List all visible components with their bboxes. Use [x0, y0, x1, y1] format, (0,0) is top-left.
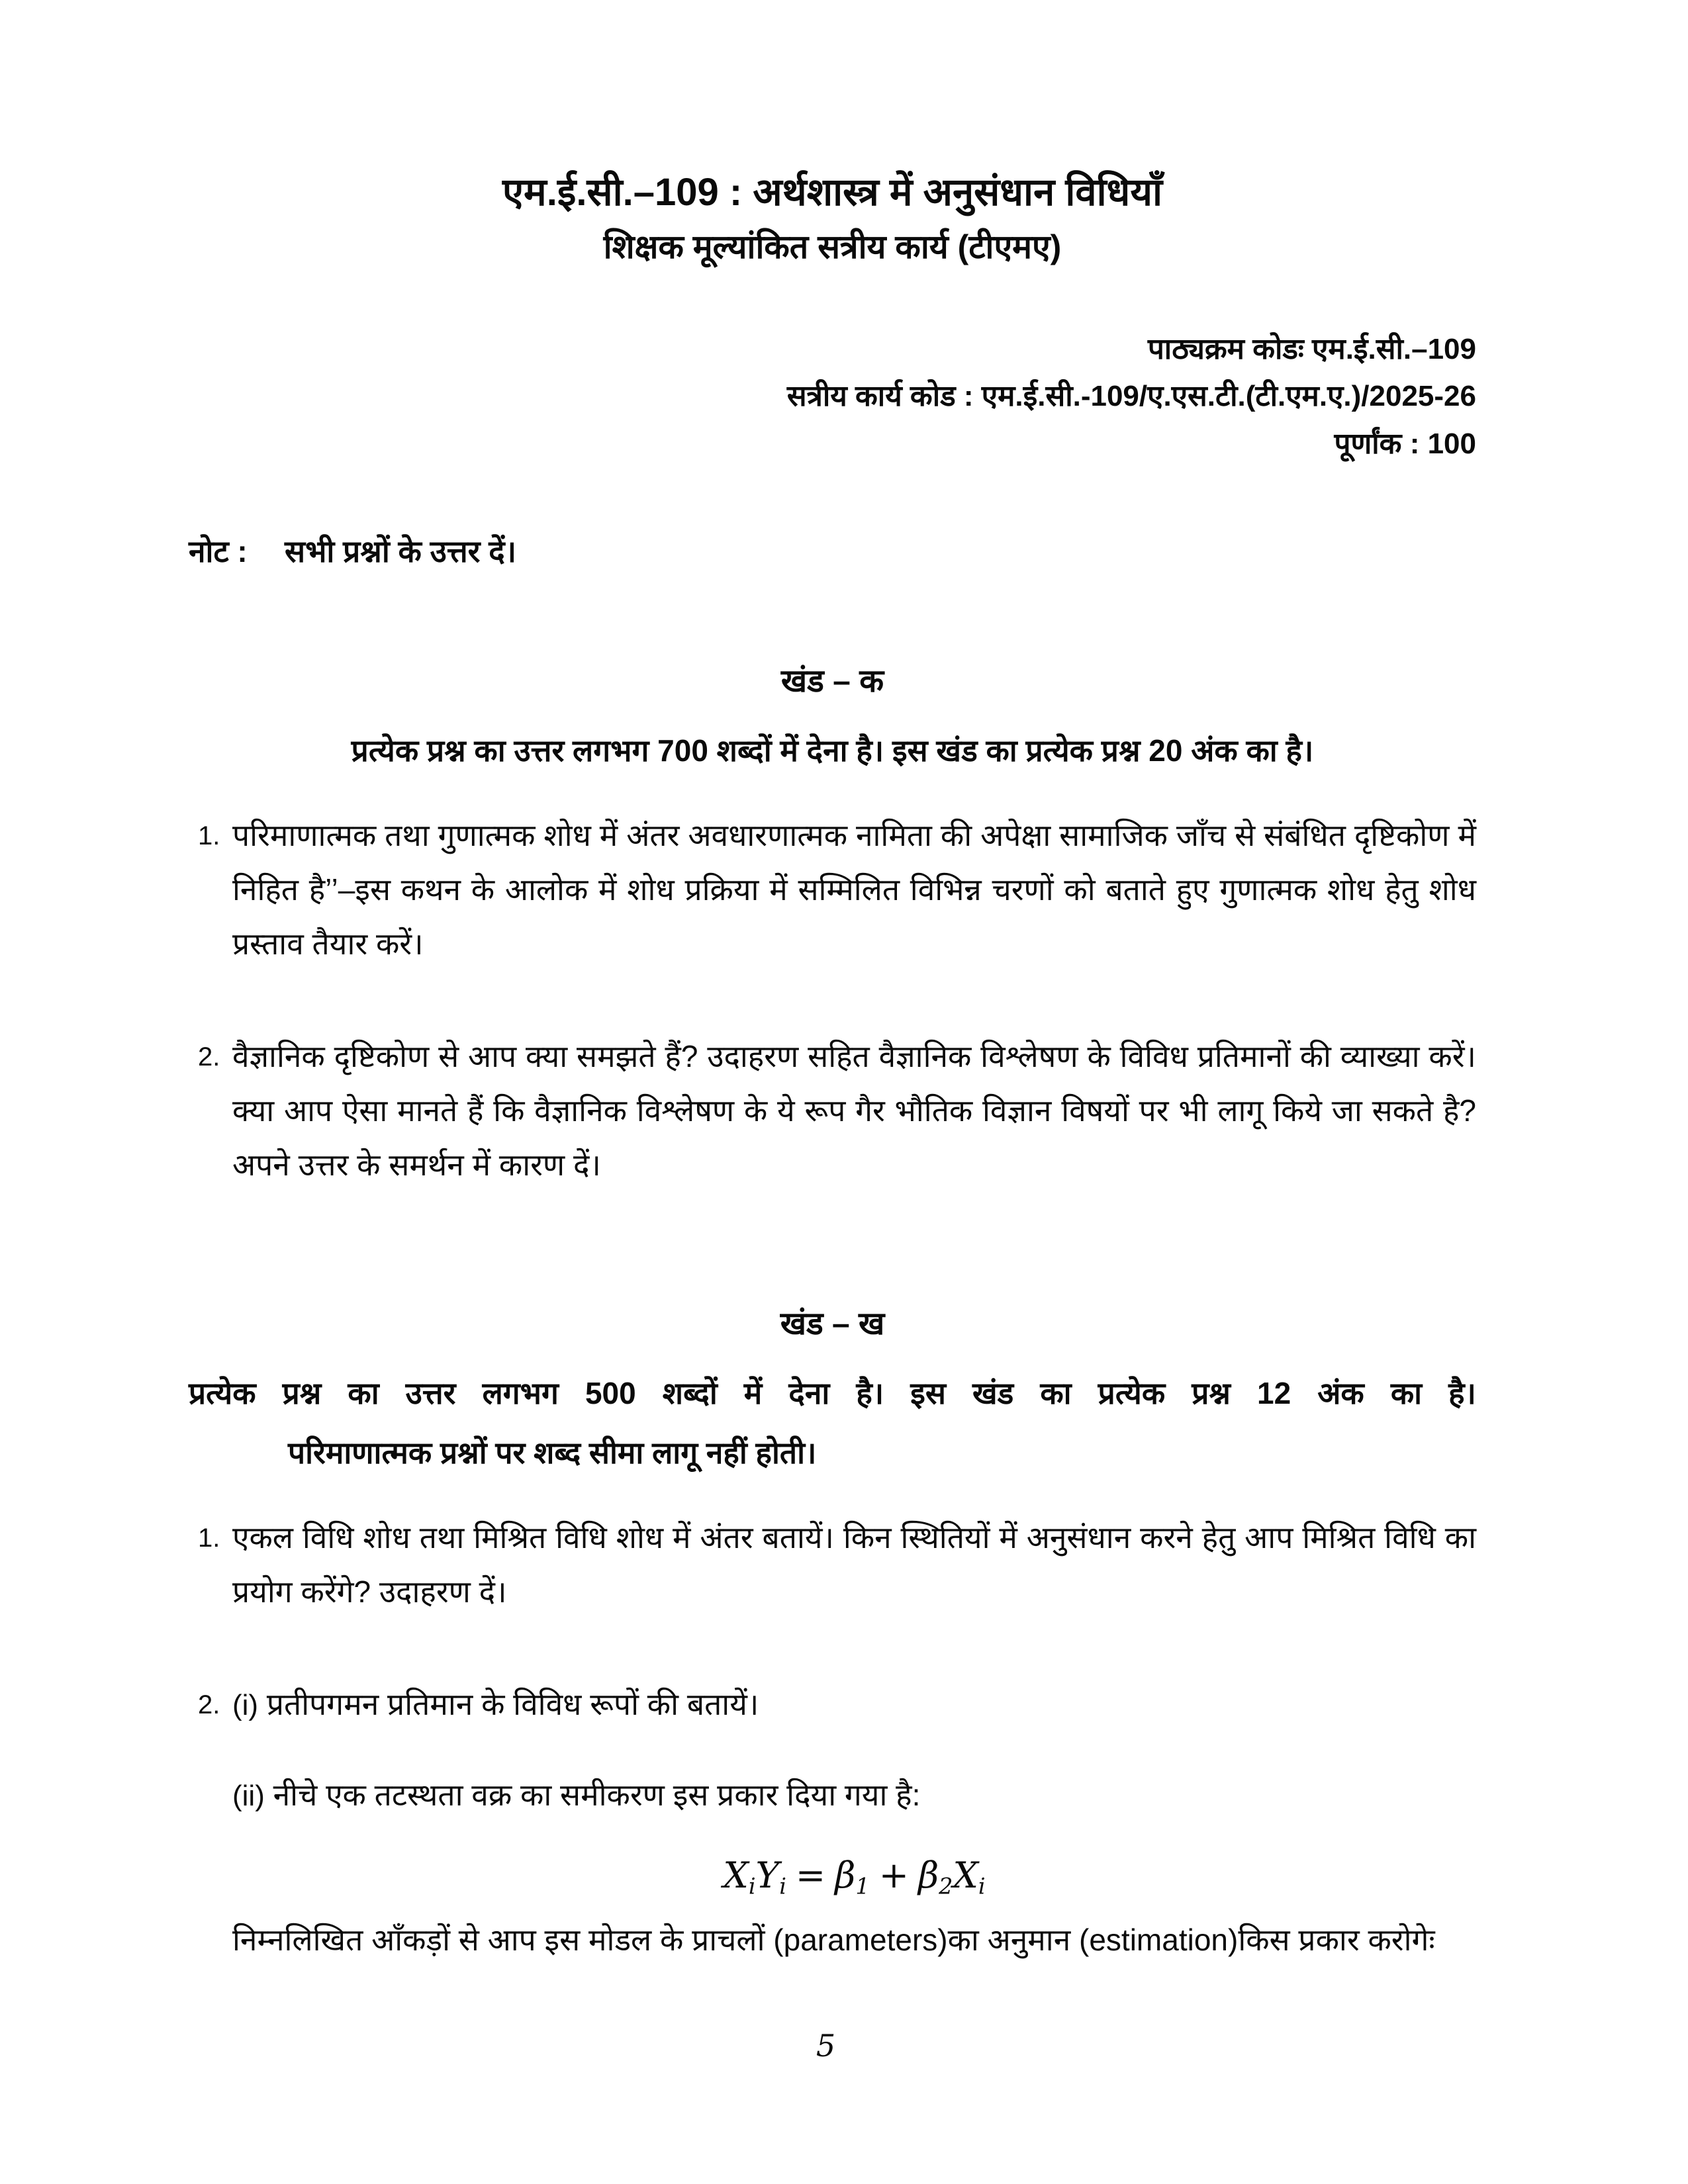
- equation-var: Y: [755, 1854, 780, 1896]
- section-b-question-1: [189, 1511, 1476, 1619]
- question-part-i: [232, 1678, 1476, 1732]
- question-body: [232, 1678, 1476, 1968]
- section-a-question-1: [189, 809, 1476, 972]
- equation-subscript: 2: [939, 1873, 953, 1899]
- question-text: वैज्ञानिक दृष्टिकोण से आप क्या समझते हैं? उदाहरण सहित वैज्ञानिक विश्लेषण के विविध प्रतिमानों की व्याख्या करें। क्या आप ऐसा मानते हैं कि वैज्ञानिक विश्लेषण के ये रूप गैर भौतिक विज्ञान विषयों पर भी लागू किये जा सकते है? अपने उत्तर के समर्थन में कारण दें।: [232, 1038, 1476, 1182]
- part-i-label: (i): [232, 1689, 259, 1722]
- equation-subscript: i: [978, 1873, 986, 1899]
- equation-var: X: [953, 1854, 978, 1896]
- page-subtitle: शिक्षक मूल्यांकित सत्रीय कार्य (टीएमए): [603, 228, 1062, 265]
- part-ii-text: नीचे एक तटस्थता वक्र का समीकरण इस प्रकार दिया गया है:: [273, 1778, 921, 1813]
- section-b-heading: खंड – ख: [780, 1306, 885, 1342]
- equation-subscript: i: [779, 1873, 786, 1899]
- note-text: सभी प्रश्नों के उत्तर दें।: [285, 533, 517, 569]
- question-part-ii: [232, 1768, 1476, 1823]
- document-content: [0, 169, 1688, 1968]
- assignment-code: सत्रीय कार्य कोड : एम.ई.सी.-109/ए.एस.टी.(टी.एम.ए.)/2025-26: [786, 380, 1476, 413]
- course-code: पाठ्यक्रम कोडः एम.ई.सी.–109: [1147, 333, 1476, 365]
- question-number: 1.: [198, 821, 220, 851]
- section-b-instruction-line2: परिमाणात्मक प्रश्नों पर शब्द सीमा लागू नहीं होती।: [288, 1435, 817, 1471]
- equation-subscript: i: [748, 1873, 756, 1899]
- page-number: 5: [816, 2028, 836, 2064]
- note-row: [189, 530, 1476, 572]
- question-number: 2.: [198, 1042, 220, 1071]
- question-text: एकल विधि शोध तथा मिश्रित विधि शोध में अंतर बतायें। किन स्थितियों में अनुसंधान करने हेतु आप मिश्रित विधि का प्रयोग करेंगे? उदाहरण दें।: [232, 1520, 1476, 1610]
- equation-var: β: [835, 1854, 856, 1896]
- plus-sign: +: [878, 1854, 909, 1896]
- section-a-question-2: [189, 1030, 1476, 1193]
- equation-var: X: [723, 1854, 749, 1896]
- question-number: 2.: [198, 1690, 220, 1720]
- section-b-question-2: [189, 1678, 1476, 1968]
- note-label: नोट :: [189, 533, 248, 569]
- section-a-heading: खंड – क: [780, 664, 884, 700]
- page-title: एम.ई.सी.–109 : अर्थशास्त्र में अनुसंधान विधियाँ: [502, 171, 1163, 214]
- equation-var: β: [917, 1854, 939, 1896]
- question-text: परिमाणात्मक तथा गुणात्मक शोध में अंतर अवधारणात्मक नामिता की अपेक्षा सामाजिक जाँच से संबंधित दृष्टिकोण में निहित है’’–इस कथन के आलोक में शोध प्रक्रिया में सम्मिलित विभिन्न चरणों को बताते हुए गुणात्मक शोध हेतु शोध प्रस्ताव तैयार करें।: [232, 818, 1476, 961]
- question-number: 1.: [198, 1524, 220, 1553]
- section-b-instruction-line1: प्रत्येक प्रश्न का उत्तर लगभग 500 शब्दों में देना है। इस खंड का प्रत्येक प्रश्न 12 अंक का है।: [189, 1376, 1476, 1411]
- part-ii-label: (ii): [232, 1780, 265, 1813]
- section-a-instruction: प्रत्येक प्रश्न का उत्तर लगभग 700 शब्दों में देना है। इस खंड का प्रत्येक प्रश्न 20 अंक का है।: [351, 733, 1314, 768]
- question-followup: निम्नलिखित आँकड़ों से आप इस मोडल के प्राचलों (parameters)का अनुमान (estimation)किस प्रकार करोगेः: [232, 1922, 1435, 1957]
- max-marks: पूर्णांक : 100: [1334, 427, 1476, 460]
- equals-sign: =: [795, 1854, 826, 1896]
- part-i-text: प्रतीपगमन प्रतिमान के विविध रूपों की बतायें।: [266, 1687, 759, 1722]
- meta-block: [189, 326, 1476, 467]
- equation-subscript: 1: [855, 1873, 870, 1899]
- equation: [232, 1852, 1476, 1901]
